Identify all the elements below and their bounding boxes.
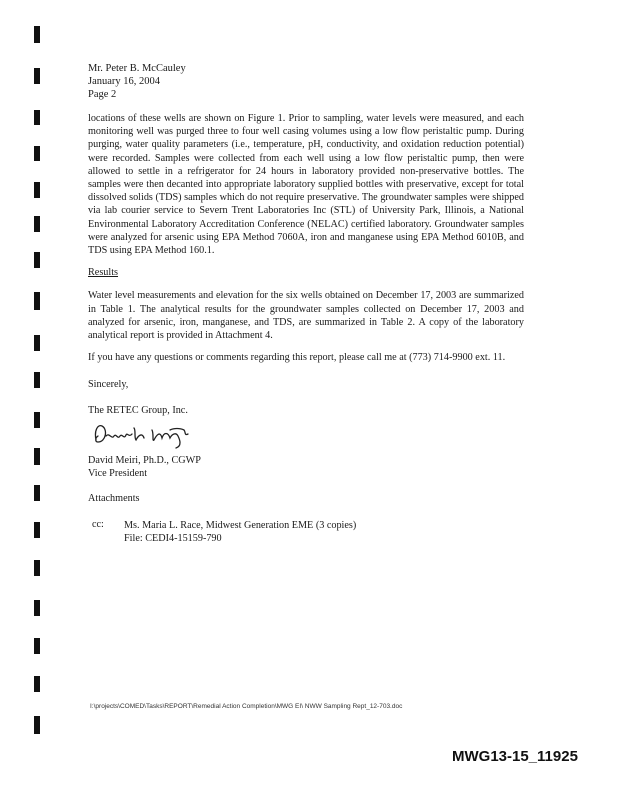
- binding-marks: [34, 0, 42, 800]
- letter-header: [88, 62, 186, 101]
- results-heading: Results: [88, 267, 119, 279]
- bates-number: MWG13-15_11925: [452, 748, 578, 765]
- salutation: Sincerely,: [88, 379, 129, 390]
- company-name: The RETEC Group, Inc.: [88, 405, 188, 416]
- binding-mark: [34, 522, 40, 538]
- binding-mark: [34, 216, 40, 232]
- binding-mark: [34, 110, 40, 125]
- binding-mark: [34, 182, 40, 198]
- cc-label: cc:: [92, 519, 104, 530]
- letter-body: [88, 112, 524, 373]
- binding-mark: [34, 716, 40, 734]
- handwritten-signature: [92, 418, 202, 450]
- binding-mark: [34, 485, 40, 501]
- binding-mark: [34, 335, 40, 351]
- binding-mark: [34, 68, 40, 84]
- binding-mark: [34, 638, 40, 654]
- binding-mark: [34, 146, 40, 161]
- signer-name: David Meiri, Ph.D., CGWP: [88, 455, 201, 466]
- binding-mark: [34, 448, 40, 465]
- binding-mark: [34, 252, 40, 268]
- cc-list: [124, 519, 356, 545]
- body-paragraph: If you have any questions or comments regarding this report, please call me at (773) 714-9900 ext. 11.: [88, 352, 506, 364]
- attachments-label: Attachments: [88, 493, 140, 504]
- binding-mark: [34, 600, 40, 616]
- page-number: Page 2: [88, 89, 117, 100]
- binding-mark: [34, 26, 40, 43]
- body-paragraph: locations of these wells are shown on Figure 1. Prior to sampling, water levels were measured, and each monitoring well was purged three to four well casing volumes using a low flow peristaltic pump. During purging, water quality parameters (i.e., temperature, pH, conductivity, and oxidation reduction potential) were recorded. Samples were collected from each well using a low flow peristaltic pump, then were allowed to settle in a refrigerator for 24 hours in laboratory provided non-preservative bottles. The samples were then decanted into appropriate laboratory supplied bottles with preservative, except for total dissolved solids (TDS) samples which do not require preservative. The groundwater samples were shipped via lab courier service to Severn Trent Laboratories Inc (STL) of University Park, Illinois, a National Environmental Laboratory Accreditation Conference (NELAC) certified laboratory. Groundwater samples were analyzed for arsenic using EPA Method 7060A, iron and manganese using EPA Method 6010B, and TDS using EPA Method 160.1.: [88, 113, 524, 257]
- letter-date: January 16, 2004: [88, 76, 161, 87]
- signer-title: Vice President: [88, 468, 148, 479]
- cc-recipient: Ms. Maria L. Race, Midwest Generation EME (3 copies): [124, 520, 357, 531]
- binding-mark: [34, 372, 40, 388]
- file-path-footer: I:\projects\COMED\Tasks\REPORT\Remedial Action Completion\MWG EI\ NWW Sampling Rept_12-703.doc: [90, 703, 403, 710]
- binding-mark: [34, 292, 40, 310]
- binding-mark: [34, 560, 40, 576]
- body-paragraph: Water level measurements and elevation for the six wells obtained on December 17, 2003 are summarized in Table 1. The analytical results for the groundwater samples collected on December 17, 2003 and analyzed for arsenic, iron, manganese, and TDS, are summarized in Table 2. A copy of the laboratory analytical report is provided in Attachment 4.: [88, 290, 524, 342]
- binding-mark: [34, 676, 40, 692]
- recipient-name: Mr. Peter B. McCauley: [88, 63, 186, 74]
- cc-file: File: CEDI4-15159-790: [124, 533, 222, 544]
- binding-mark: [34, 412, 40, 428]
